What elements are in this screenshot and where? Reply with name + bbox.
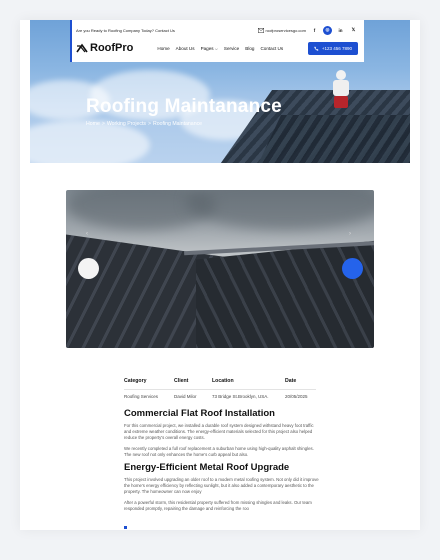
project-description xyxy=(124,408,320,516)
main-nav-row xyxy=(76,39,358,57)
section-paragraph: For this commercial project, we installed a durable roof system designed withstand heavy foot traffic and extreme weather conditions. The energy-efficient materials selected for this project also helped reduce the property's overall energy costs. xyxy=(124,423,314,441)
nav-blog[interactable]: Blog xyxy=(245,45,255,51)
roofer-figure xyxy=(330,70,352,110)
section-heading: Energy-Efficient Metal Roof Upgrade xyxy=(124,462,290,474)
logo-roof-icon xyxy=(76,43,88,53)
info-value-date: 20/05/2025 xyxy=(285,389,316,399)
info-header-location: Location xyxy=(212,378,234,384)
breadcrumb xyxy=(86,121,202,127)
section-paragraph: After a powerful storm, this residential property suffered from missing shingles and leaks. Our team responded promptly, repairing the damage and reinforcing the roo xyxy=(124,499,312,511)
slider-prev-button[interactable] xyxy=(78,258,99,279)
header-accent-bar xyxy=(70,20,72,62)
chevron-right-icon[interactable]: › xyxy=(349,231,351,237)
nav-pages-label: Pages xyxy=(200,45,214,51)
page-title: Roofing Maintanance xyxy=(86,96,282,117)
mail-icon xyxy=(258,28,264,33)
nav-about-us[interactable]: About Us xyxy=(175,45,195,51)
chevron-down-icon: ⌵ xyxy=(214,45,218,51)
breadcrumb-separator: > xyxy=(101,121,105,127)
info-value-client: David Milor xyxy=(174,389,212,399)
info-header-date: Date xyxy=(285,378,297,384)
linkedin-icon[interactable]: in xyxy=(338,27,343,33)
section-paragraph: We recently completed a full roof replacement a suburban home using high-quality asphalt shingles. The new roof not only enhances the home's curb appeal but also. xyxy=(124,445,314,457)
logo[interactable] xyxy=(76,42,133,54)
phone-number: +123 456 7890 xyxy=(321,45,352,51)
nav-service[interactable]: Service xyxy=(223,45,240,51)
info-header-category: Category xyxy=(124,378,147,384)
nav-home[interactable]: Home xyxy=(157,45,170,51)
top-bar xyxy=(76,24,358,36)
content-marker xyxy=(124,526,127,529)
breadcrumb-current: Roofing Maintanance xyxy=(153,121,203,127)
facebook-icon[interactable]: f xyxy=(313,27,316,33)
section-paragraph: This project involved upgrading an older roof to a modern metal roofing system. Not only did it improve the home's energy efficiency by reflecting sunlight, but it also added a contemporary aesthetic to the property. The homeowner can now enjoy xyxy=(124,477,319,495)
section-heading: Commercial Flat Roof Installation xyxy=(124,408,275,419)
nav-contact-us[interactable]: Contact Us xyxy=(260,45,284,51)
project-photo xyxy=(66,190,374,348)
phone-icon xyxy=(314,46,319,51)
instagram-icon[interactable]: ◎ xyxy=(323,26,332,35)
info-value-category: Roofing Services xyxy=(124,389,174,399)
info-value-location: 73 Bridge St.Brooklyn, USA. xyxy=(212,389,285,399)
breadcrumb-separator: > xyxy=(148,121,152,127)
chevron-left-icon[interactable]: ‹ xyxy=(86,231,88,237)
site-header xyxy=(70,20,364,62)
logo-text: RoofPro xyxy=(90,42,134,54)
breadcrumb-working-projects[interactable]: Working Projects xyxy=(106,121,146,127)
breadcrumb-home[interactable]: Home xyxy=(86,121,100,127)
primary-nav xyxy=(157,46,283,51)
project-info-table xyxy=(124,378,316,399)
page-frame xyxy=(20,20,420,530)
email-text: roofproservicesgo.com xyxy=(265,27,306,33)
email-contact[interactable] xyxy=(258,28,306,33)
phone-button[interactable] xyxy=(308,42,358,55)
promo-link[interactable]: Are you Ready to Roofing Company Today? Contact Us xyxy=(76,27,175,33)
nav-pages[interactable] xyxy=(201,46,218,51)
slider-next-button[interactable] xyxy=(342,258,363,279)
info-header-client: Client xyxy=(174,378,189,384)
x-twitter-icon[interactable]: 𝕏 xyxy=(351,27,356,32)
